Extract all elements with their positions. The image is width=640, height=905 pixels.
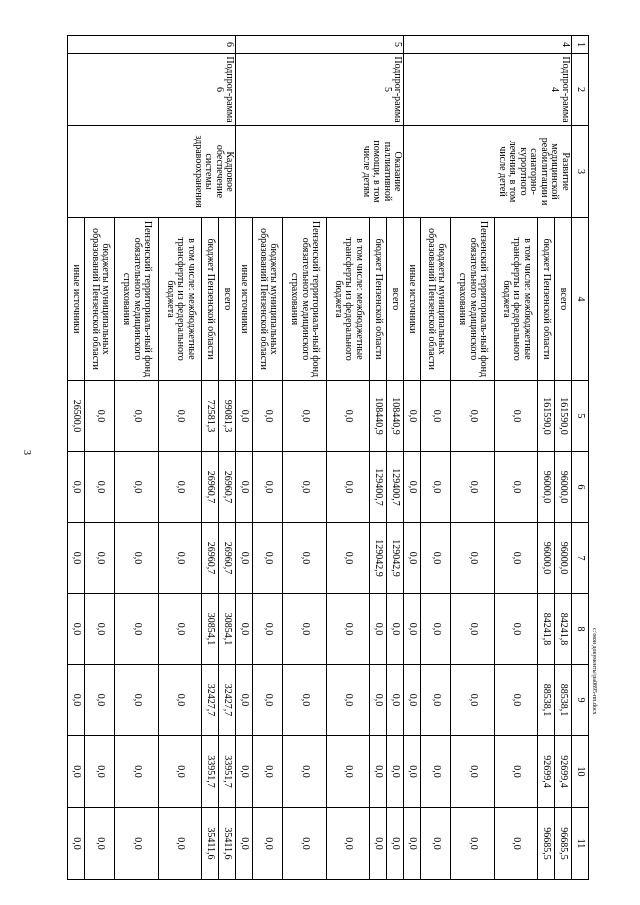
amount-cell: 0,0 — [451, 523, 494, 594]
amount-cell: 0,0 — [326, 381, 369, 452]
amount-cell: 0,0 — [404, 523, 421, 594]
amount-cell: 0,0 — [283, 665, 326, 736]
row-number: 5 — [236, 36, 404, 54]
amount-cell: 0,0 — [451, 381, 494, 452]
amount-cell: 0,0 — [404, 594, 421, 665]
amount-cell: 0,0 — [421, 808, 451, 880]
amount-cell: 0,0 — [387, 594, 404, 665]
amount-cell: 33951,7 — [219, 736, 236, 808]
amount-cell: 0,0 — [253, 736, 283, 808]
funding-source: бюджеты муниципальных образований Пензенской области — [85, 218, 115, 381]
amount-cell: 0,0 — [326, 452, 369, 523]
amount-cell: 26960,7 — [219, 523, 236, 594]
funding-source: всего — [387, 218, 404, 381]
amount-cell: 32427,7 — [219, 665, 236, 736]
amount-cell: 0,0 — [421, 736, 451, 808]
amount-cell: 32427,7 — [202, 665, 219, 736]
amount-cell: 161590,0 — [538, 381, 555, 452]
amount-cell: 0,0 — [421, 523, 451, 594]
table-header — [572, 36, 589, 880]
document-page — [67, 35, 589, 879]
amount-cell: 0,0 — [387, 665, 404, 736]
amount-cell: 0,0 — [451, 736, 494, 808]
amount-cell: 0,0 — [326, 808, 369, 880]
amount-cell: 0,0 — [494, 381, 537, 452]
amount-cell: 0,0 — [451, 665, 494, 736]
column-header: 3 — [572, 126, 589, 218]
amount-cell: 0,0 — [68, 736, 85, 808]
amount-cell: 0,0 — [283, 594, 326, 665]
amount-cell: 0,0 — [283, 523, 326, 594]
amount-cell: 0,0 — [158, 381, 201, 452]
column-header: 4 — [572, 218, 589, 381]
amount-cell: 0,0 — [115, 523, 158, 594]
subprogram-name: Кадровое обеспечение системы здравоохранения — [68, 126, 236, 218]
amount-cell: 35411,6 — [202, 808, 219, 880]
amount-cell: 161590,0 — [555, 381, 572, 452]
amount-cell: 0,0 — [283, 808, 326, 880]
column-header: 7 — [572, 523, 589, 594]
amount-cell: 108440,9 — [387, 381, 404, 452]
amount-cell: 0,0 — [404, 381, 421, 452]
amount-cell: 0,0 — [236, 452, 253, 523]
funding-source: иные источники — [68, 218, 85, 381]
column-header: 2 — [572, 54, 589, 126]
funding-source: бюджет Пензенской области — [538, 218, 555, 381]
amount-cell: 0,0 — [326, 594, 369, 665]
amount-cell: 129042,9 — [387, 523, 404, 594]
subprogram-name: Оказание паллиативной помощи, в том числе детям — [236, 126, 404, 218]
funding-source: в том числе: межбюджетные трансферты из федерального бюджета — [158, 218, 201, 381]
amount-cell: 0,0 — [68, 594, 85, 665]
row-number: 6 — [68, 36, 236, 54]
funding-source: бюджет Пензенской области — [202, 218, 219, 381]
amount-cell: 0,0 — [326, 736, 369, 808]
amount-cell: 0,0 — [253, 665, 283, 736]
amount-cell: 0,0 — [421, 381, 451, 452]
funding-source: Пензенский территориаль-ный фонд обязательного медицинского страхования — [283, 218, 326, 381]
column-header: 6 — [572, 452, 589, 523]
amount-cell: 0,0 — [404, 736, 421, 808]
amount-cell: 0,0 — [158, 665, 201, 736]
funding-source: бюджеты муниципальных образований Пензенской области — [253, 218, 283, 381]
amount-cell: 92699,4 — [538, 736, 555, 808]
amount-cell: 0,0 — [115, 452, 158, 523]
amount-cell: 96685,5 — [538, 808, 555, 880]
amount-cell: 0,0 — [68, 523, 85, 594]
amount-cell: 88538,1 — [555, 665, 572, 736]
funding-source: бюджеты муниципальных образований Пензенской области — [421, 218, 451, 381]
amount-cell: 0,0 — [404, 452, 421, 523]
amount-cell: 0,0 — [494, 594, 537, 665]
amount-cell: 0,0 — [404, 808, 421, 880]
amount-cell: 96000,0 — [538, 452, 555, 523]
amount-cell: 96000,0 — [555, 452, 572, 523]
amount-cell: 0,0 — [236, 381, 253, 452]
amount-cell: 96685,5 — [555, 808, 572, 880]
amount-cell: 0,0 — [421, 594, 451, 665]
file-path-footer: c:\мои документы\ра0895-пп.docx — [591, 628, 597, 715]
subprogram-name: Развитие медицинской реабилитации и санаторно-курортного лечения, в том числе детей — [404, 126, 572, 218]
amount-cell: 129042,9 — [370, 523, 387, 594]
table-row — [387, 36, 404, 880]
column-header: 8 — [572, 594, 589, 665]
amount-cell: 0,0 — [283, 736, 326, 808]
amount-cell: 0,0 — [115, 736, 158, 808]
amount-cell: 0,0 — [421, 665, 451, 736]
column-header: 11 — [572, 808, 589, 880]
row-number: 4 — [404, 36, 572, 54]
amount-cell: 0,0 — [370, 594, 387, 665]
subprogram-label: Подпрог-рамма 6 — [68, 54, 236, 126]
amount-cell: 0,0 — [253, 594, 283, 665]
amount-cell: 129400,7 — [370, 452, 387, 523]
subprogram-label: Подпрог-рамма 5 — [236, 54, 404, 126]
amount-cell: 0,0 — [68, 665, 85, 736]
amount-cell: 0,0 — [115, 594, 158, 665]
amount-cell: 0,0 — [451, 594, 494, 665]
amount-cell: 0,0 — [236, 665, 253, 736]
amount-cell: 0,0 — [236, 594, 253, 665]
amount-cell: 26960,7 — [202, 523, 219, 594]
amount-cell: 0,0 — [494, 665, 537, 736]
funding-source: Пензенский территориаль-ный фонд обязательного медицинского страхования — [451, 218, 494, 381]
funding-source: Пензенский территориаль-ный фонд обязательного медицинского страхования — [115, 218, 158, 381]
amount-cell: 0,0 — [85, 523, 115, 594]
amount-cell: 0,0 — [370, 808, 387, 880]
amount-cell: 0,0 — [387, 808, 404, 880]
funding-source: всего — [219, 218, 236, 381]
amount-cell: 0,0 — [370, 665, 387, 736]
table-row — [555, 36, 572, 880]
amount-cell: 30854,1 — [219, 594, 236, 665]
amount-cell: 84241,8 — [555, 594, 572, 665]
amount-cell: 0,0 — [283, 452, 326, 523]
amount-cell: 30854,1 — [202, 594, 219, 665]
subprogram-label: Подпрог-рамма 4 — [404, 54, 572, 126]
page-number: 3 — [21, 450, 32, 455]
funding-source: в том числе: межбюджетные трансферты из федерального бюджета — [326, 218, 369, 381]
amount-cell: 0,0 — [370, 736, 387, 808]
column-header: 1 — [572, 36, 589, 54]
amount-cell: 0,0 — [68, 808, 85, 880]
amount-cell: 84241,8 — [538, 594, 555, 665]
amount-cell: 99081,3 — [219, 381, 236, 452]
amount-cell: 0,0 — [253, 523, 283, 594]
funding-source: всего — [555, 218, 572, 381]
table-row — [219, 36, 236, 880]
amount-cell: 0,0 — [236, 736, 253, 808]
amount-cell: 0,0 — [85, 452, 115, 523]
amount-cell: 129400,7 — [387, 452, 404, 523]
amount-cell: 0,0 — [236, 523, 253, 594]
amount-cell: 0,0 — [115, 381, 158, 452]
column-header: 10 — [572, 736, 589, 808]
amount-cell: 0,0 — [85, 381, 115, 452]
amount-cell: 0,0 — [68, 452, 85, 523]
amount-cell: 0,0 — [158, 808, 201, 880]
amount-cell: 0,0 — [253, 808, 283, 880]
amount-cell: 0,0 — [326, 523, 369, 594]
amount-cell: 0,0 — [158, 523, 201, 594]
amount-cell: 26960,7 — [219, 452, 236, 523]
amount-cell: 88538,1 — [538, 665, 555, 736]
amount-cell: 0,0 — [326, 665, 369, 736]
amount-cell: 26500,0 — [68, 381, 85, 452]
amount-cell: 0,0 — [115, 808, 158, 880]
table-body — [68, 36, 572, 880]
amount-cell: 0,0 — [85, 808, 115, 880]
funding-table — [67, 35, 589, 880]
amount-cell: 0,0 — [387, 736, 404, 808]
column-header: 5 — [572, 381, 589, 452]
amount-cell: 0,0 — [494, 736, 537, 808]
amount-cell: 96000,0 — [555, 523, 572, 594]
column-header: 9 — [572, 665, 589, 736]
amount-cell: 0,0 — [236, 808, 253, 880]
amount-cell: 0,0 — [404, 665, 421, 736]
amount-cell: 0,0 — [283, 381, 326, 452]
amount-cell: 92699,4 — [555, 736, 572, 808]
funding-source: бюджет Пензенской области — [370, 218, 387, 381]
amount-cell: 0,0 — [158, 594, 201, 665]
amount-cell: 108440,9 — [370, 381, 387, 452]
amount-cell: 96000,0 — [538, 523, 555, 594]
funding-source: в том числе: межбюджетные трансферты из федерального бюджета — [494, 218, 537, 381]
amount-cell: 0,0 — [253, 381, 283, 452]
amount-cell: 0,0 — [451, 452, 494, 523]
amount-cell: 0,0 — [421, 452, 451, 523]
amount-cell: 72581,3 — [202, 381, 219, 452]
amount-cell: 33951,7 — [202, 736, 219, 808]
amount-cell: 0,0 — [451, 808, 494, 880]
funding-source: иные источники — [236, 218, 253, 381]
amount-cell: 26960,7 — [202, 452, 219, 523]
amount-cell: 0,0 — [253, 452, 283, 523]
amount-cell: 35411,6 — [219, 808, 236, 880]
amount-cell: 0,0 — [115, 665, 158, 736]
amount-cell: 0,0 — [158, 452, 201, 523]
amount-cell: 0,0 — [158, 736, 201, 808]
amount-cell: 0,0 — [494, 808, 537, 880]
amount-cell: 0,0 — [494, 523, 537, 594]
amount-cell: 0,0 — [85, 736, 115, 808]
amount-cell: 0,0 — [85, 594, 115, 665]
amount-cell: 0,0 — [494, 452, 537, 523]
amount-cell: 0,0 — [85, 665, 115, 736]
funding-source: иные источники — [404, 218, 421, 381]
